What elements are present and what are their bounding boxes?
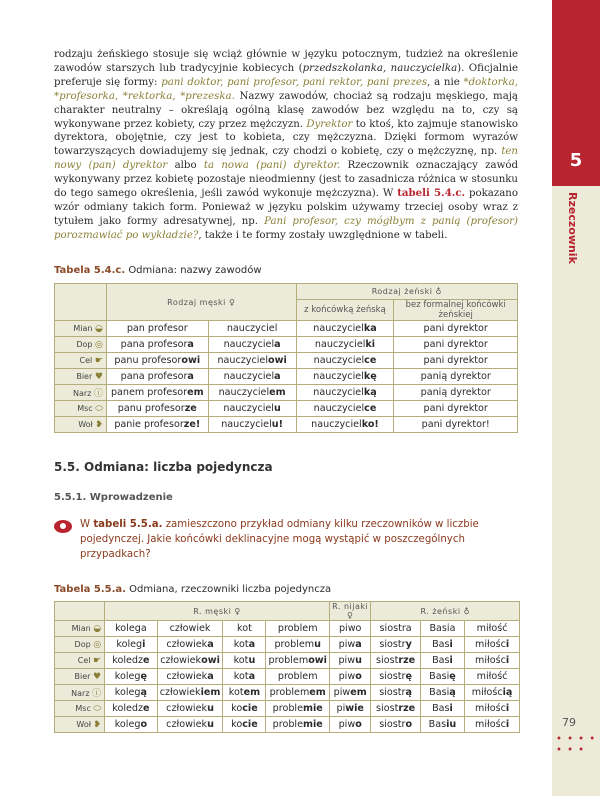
case-icon: ☛ bbox=[94, 355, 103, 366]
form-cell: panie profesorze! bbox=[106, 417, 208, 433]
table-row bbox=[55, 385, 518, 401]
form-cell: problemem bbox=[266, 685, 329, 701]
form-cell: nauczycielu bbox=[208, 401, 296, 417]
case-icon: ◎ bbox=[93, 639, 102, 650]
form-cell: problem bbox=[266, 669, 329, 685]
table-row bbox=[55, 701, 520, 717]
form-cell: miłości bbox=[465, 653, 520, 669]
form-cell: kocie bbox=[223, 701, 266, 717]
eye-icon bbox=[54, 520, 72, 533]
form-cell: problemie bbox=[266, 717, 329, 733]
form-cell: człowieka bbox=[157, 669, 223, 685]
body-paragraph: rodzaju żeńskiego stosuje się wciąż głównie w języku potocznym, tudzież na określenie zawodów starszych lub tradycyjnie kobiecych (przedszkolanka, nauczycielka). Oficjalnie preferuje się formy: pani doktor, pani profesor, pani rektor, pani prezes, a nie *doktorka, *profesorka, *rektorka, *prezeska. Nazwy zawodów, chociaż są rodzaju męskiego, mają charakter neutralny – określają ogólną klasę zawodów bez względu na to, czy są wykonywane przez kobiety, czy przez mężczyzn. Dyrektor to ktoś, kto zajmuje stanowisko dyrektora, obojętnie, czy jest to kobieta, czy mężczyzna. Dzięki formom wyrazów towarzyszących dowiadujemy się jednak, czy chodzi o kobietę, czy o mężczyznę, np. ten nowy (pan) dyrektor albo ta nowa (pani) dyrektor. Rzeczownik oznaczający zawód wykonywany przez kobietę pozostaje nieodmienny (jest to zasadnicza różnica w stosunku do tego samego określenia, jeśli zawód wykonuje mężczyzna). W tabeli 5.4.c. pokazano wzór odmiany takich form. Ponieważ w języku polskim używamy trzeciej osoby wraz z tytułem jako formy adresatywnej, np. Pani profesor, czy mógłbym z panią (profesor) porozmawiać po wykładzie?, także i te formy zostały uwzględnione w tabeli. bbox=[54, 49, 518, 241]
form-cell: miłości bbox=[465, 701, 520, 717]
table-row bbox=[55, 621, 520, 637]
form-cell: człowiekiem bbox=[157, 685, 223, 701]
form-cell: problem bbox=[266, 621, 329, 637]
form-cell: miłości bbox=[465, 717, 520, 733]
case-label: Dop ◎ bbox=[55, 637, 105, 653]
header-neuter: R. nijaki ♀ bbox=[329, 602, 371, 621]
table-row bbox=[55, 321, 518, 337]
case-icon: ❥ bbox=[93, 719, 102, 730]
form-cell: siostrę bbox=[371, 669, 420, 685]
form-cell: panią dyrektor bbox=[394, 385, 518, 401]
form-cell: piwa bbox=[329, 637, 371, 653]
table-row bbox=[55, 417, 518, 433]
case-label: Narz ⓘ bbox=[55, 385, 107, 401]
form-cell: piwie bbox=[329, 701, 371, 717]
form-cell: człowieku bbox=[157, 701, 223, 717]
table-row bbox=[55, 337, 518, 353]
form-cell: problemu bbox=[266, 637, 329, 653]
case-label: Mian ◒ bbox=[55, 621, 105, 637]
table-singular bbox=[54, 601, 520, 733]
table-reference: tabeli 5.5.a. bbox=[93, 519, 163, 530]
form-cell: nauczycielko! bbox=[296, 417, 394, 433]
case-label: Woł ❥ bbox=[55, 417, 107, 433]
case-icon: ⓘ bbox=[92, 689, 102, 699]
header-feminine: R. żeński ♁ bbox=[371, 602, 520, 621]
case-icon: ◒ bbox=[93, 623, 102, 634]
form-cell: kocie bbox=[223, 717, 266, 733]
table-row bbox=[55, 637, 520, 653]
form-cell: kota bbox=[223, 637, 266, 653]
form-cell: Basi bbox=[420, 653, 464, 669]
case-label: Cel ☛ bbox=[55, 353, 107, 369]
form-cell: miłość bbox=[465, 621, 520, 637]
form-cell: siostrze bbox=[371, 701, 420, 717]
chapter-sidebar bbox=[552, 0, 600, 796]
form-cell: pan profesor bbox=[106, 321, 208, 337]
case-icon: ♥ bbox=[94, 371, 103, 382]
table2-caption: Tabela 5.5.a. Odmiana, rzeczowniki liczba pojedyncza bbox=[54, 584, 332, 595]
header-fem-no-ending: bez formalnej końcówki żeńskiej bbox=[394, 300, 518, 321]
form-cell: miłością bbox=[465, 685, 520, 701]
form-cell: Basi bbox=[420, 701, 464, 717]
form-cell: piwo bbox=[329, 669, 371, 685]
form-cell: siostra bbox=[371, 621, 420, 637]
form-cell: Basiu bbox=[420, 717, 464, 733]
form-cell: siostry bbox=[371, 637, 420, 653]
form-cell: pani dyrektor bbox=[394, 337, 518, 353]
form-cell: człowieka bbox=[157, 637, 223, 653]
form-cell: piwu bbox=[329, 653, 371, 669]
form-cell: Basia bbox=[420, 621, 464, 637]
form-cell: nauczycielka bbox=[296, 321, 394, 337]
table-row bbox=[55, 401, 518, 417]
header-fem-ending: z końcówką żeńską bbox=[296, 300, 394, 321]
case-icon: ☛ bbox=[93, 655, 102, 666]
table-row bbox=[55, 353, 518, 369]
form-cell: nauczyciela bbox=[208, 369, 296, 385]
table-row bbox=[55, 717, 520, 733]
form-cell: kot bbox=[223, 621, 266, 637]
form-cell: siostrą bbox=[371, 685, 420, 701]
case-label: Mian ◒ bbox=[55, 321, 107, 337]
form-cell: siostrze bbox=[371, 653, 420, 669]
form-cell: kota bbox=[223, 669, 266, 685]
form-cell: pani dyrektor bbox=[394, 353, 518, 369]
header-masculine: R. męski ♀ bbox=[105, 602, 330, 621]
case-icon: ◎ bbox=[95, 339, 103, 350]
form-cell: panem profesorem bbox=[106, 385, 208, 401]
case-label: Msc ⬭ bbox=[55, 401, 107, 417]
form-cell: pana profesora bbox=[106, 369, 208, 385]
case-label: Bier ♥ bbox=[55, 369, 107, 385]
case-label: Narz ⓘ bbox=[55, 685, 105, 701]
case-icon: ◒ bbox=[95, 323, 103, 334]
form-cell: nauczycielkę bbox=[296, 369, 394, 385]
form-cell: pani dyrektor bbox=[394, 401, 518, 417]
form-cell: nauczycielką bbox=[296, 385, 394, 401]
form-cell: człowiekowi bbox=[157, 653, 223, 669]
case-icon: ❥ bbox=[95, 419, 103, 430]
chapter-label: Rzeczownik bbox=[566, 192, 579, 264]
table-row bbox=[55, 653, 520, 669]
form-cell: piwo bbox=[329, 621, 371, 637]
form-cell: piwo bbox=[329, 717, 371, 733]
form-cell: panu profesorze bbox=[106, 401, 208, 417]
chapter-tab bbox=[552, 0, 600, 186]
table-row bbox=[55, 369, 518, 385]
form-cell: nauczycielu! bbox=[208, 417, 296, 433]
case-label: Dop ◎ bbox=[55, 337, 107, 353]
chapter-number: 5 bbox=[569, 150, 583, 171]
form-cell: kotem bbox=[223, 685, 266, 701]
case-label: Woł ❥ bbox=[55, 717, 105, 733]
form-cell: Basią bbox=[420, 685, 464, 701]
case-label: Cel ☛ bbox=[55, 653, 105, 669]
form-cell: człowiek bbox=[157, 621, 223, 637]
form-cell: nauczyciela bbox=[208, 337, 296, 353]
form-cell: nauczycielce bbox=[296, 401, 394, 417]
form-cell: piwem bbox=[329, 685, 371, 701]
header-masculine: Rodzaj męski ♀ bbox=[106, 284, 296, 321]
exercise-text: W tabeli 5.5.a. zamieszczono przykład odmiany kilku rzeczowników w liczbie pojedynczej. Jakie końcówki deklinacyjne mogą wystąpić w poszczególnych przypadkach? bbox=[80, 519, 479, 560]
form-cell: Basię bbox=[420, 669, 464, 685]
form-cell: kolego bbox=[105, 717, 158, 733]
form-cell: miłości bbox=[465, 637, 520, 653]
page-number: 79 bbox=[562, 716, 576, 729]
form-cell: pana profesora bbox=[106, 337, 208, 353]
case-label: Msc ⬭ bbox=[55, 701, 105, 717]
form-cell: kolegę bbox=[105, 669, 158, 685]
case-icon: ⬭ bbox=[95, 403, 103, 414]
case-icon: ⬭ bbox=[93, 703, 102, 714]
section-heading: 5.5. Odmiana: liczba pojedyncza bbox=[54, 460, 273, 474]
form-cell: panią dyrektor bbox=[394, 369, 518, 385]
form-cell: kolegi bbox=[105, 637, 158, 653]
case-label: Bier ♥ bbox=[55, 669, 105, 685]
form-cell: koledze bbox=[105, 653, 158, 669]
table1-caption: Tabela 5.4.c. Odmiana: nazwy zawodów bbox=[54, 265, 262, 276]
form-cell: kolega bbox=[105, 621, 158, 637]
table-professions bbox=[54, 283, 518, 433]
form-cell: pani dyrektor! bbox=[394, 417, 518, 433]
form-cell: panu profesorowi bbox=[106, 353, 208, 369]
table-row bbox=[55, 669, 520, 685]
case-icon: ♥ bbox=[93, 671, 102, 682]
page-dots: • • • • • • • bbox=[556, 734, 597, 756]
form-cell: nauczycielce bbox=[296, 353, 394, 369]
form-cell: siostro bbox=[371, 717, 420, 733]
table-row bbox=[55, 685, 520, 701]
subsection-heading: 5.5.1. Wprowadzenie bbox=[54, 492, 173, 503]
form-cell: kotu bbox=[223, 653, 266, 669]
form-cell: pani dyrektor bbox=[394, 321, 518, 337]
form-cell: człowieku bbox=[157, 717, 223, 733]
header-feminine: Rodzaj żeński ♁ bbox=[296, 284, 517, 300]
case-icon: ⓘ bbox=[93, 389, 103, 399]
form-cell: koledze bbox=[105, 701, 158, 717]
table-reference: tabeli 5.4.c. bbox=[397, 187, 466, 200]
form-cell: kolegą bbox=[105, 685, 158, 701]
form-cell: problemie bbox=[266, 701, 329, 717]
form-cell: problemowi bbox=[266, 653, 329, 669]
form-cell: nauczycielem bbox=[208, 385, 296, 401]
form-cell: Basi bbox=[420, 637, 464, 653]
form-cell: nauczyciel bbox=[208, 321, 296, 337]
form-cell: nauczycielki bbox=[296, 337, 394, 353]
form-cell: miłość bbox=[465, 669, 520, 685]
form-cell: nauczycielowi bbox=[208, 353, 296, 369]
